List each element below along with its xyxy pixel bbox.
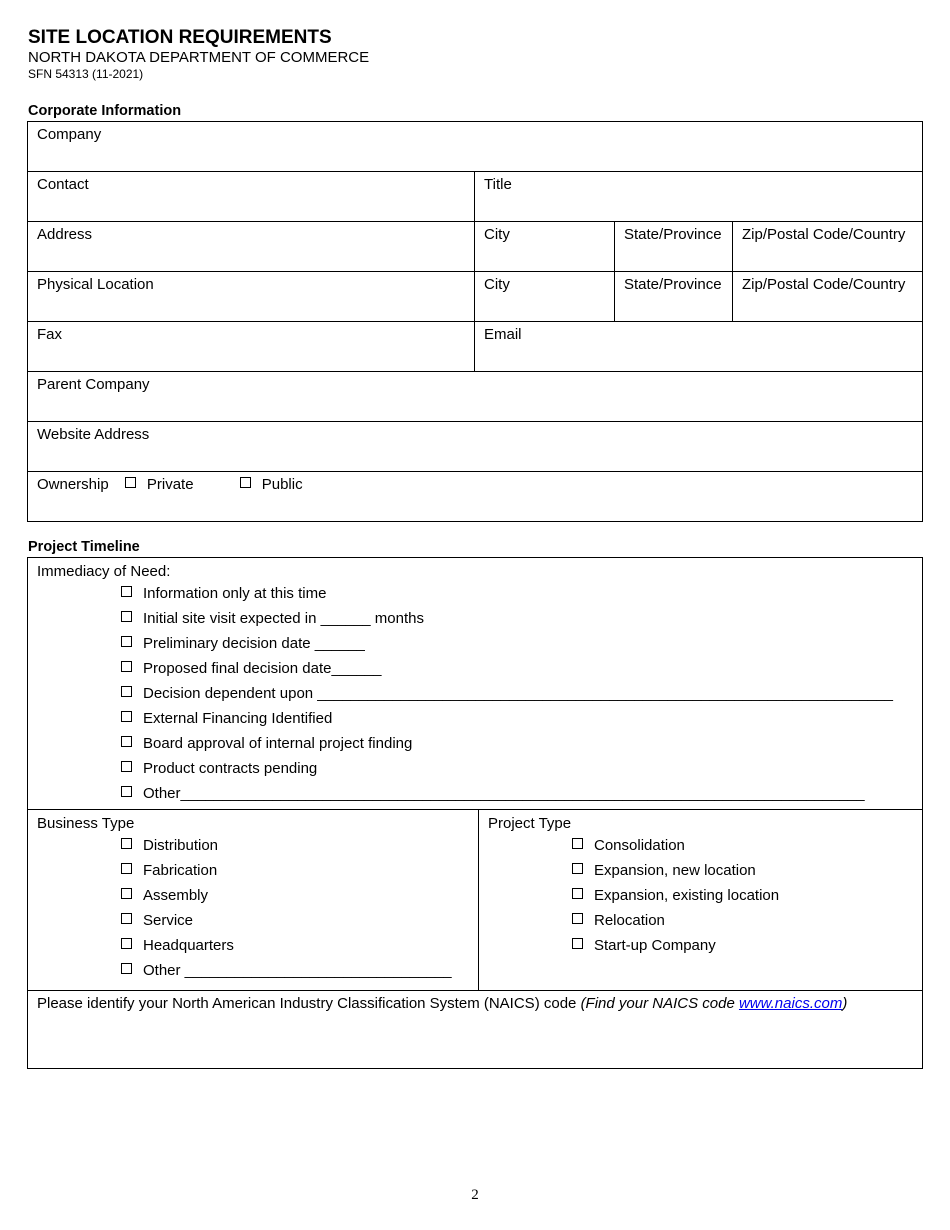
department-name: NORTH DAKOTA DEPARTMENT OF COMMERCE	[28, 49, 370, 66]
checkbox-icon[interactable]	[121, 888, 132, 899]
immediacy-option[interactable]	[37, 606, 913, 631]
checkbox-icon[interactable]	[121, 938, 132, 949]
checkbox-icon[interactable]	[572, 913, 583, 924]
project-type-option[interactable]	[488, 933, 913, 958]
ownership-public-label: Public	[261, 476, 303, 493]
business-type-option[interactable]	[37, 833, 469, 858]
immediacy-option[interactable]	[37, 681, 913, 706]
checkbox-icon[interactable]	[572, 888, 583, 899]
physical-location-label: Physical Location	[37, 276, 154, 293]
checkbox-icon[interactable]	[125, 477, 136, 488]
timeline-section-title: Project Timeline	[28, 539, 140, 555]
zip-country-label: Zip/Postal Code/Country	[742, 276, 906, 293]
company-label: Company	[37, 126, 102, 143]
checkbox-icon[interactable]	[572, 938, 583, 949]
immediacy-label: Immediacy of Need:	[37, 563, 171, 580]
immediacy-option-label: Information only at this time	[143, 585, 327, 602]
parent-company-label: Parent Company	[37, 376, 150, 393]
immediacy-option[interactable]	[37, 731, 913, 756]
physical-location-field[interactable]	[28, 272, 475, 322]
immediacy-option-label: Decision dependent upon _____________________________________________________________________	[143, 685, 893, 702]
checkbox-icon[interactable]	[121, 711, 132, 722]
project-type-option[interactable]	[488, 833, 913, 858]
immediacy-option-label: Proposed final decision date______	[143, 660, 382, 677]
checkbox-icon[interactable]	[572, 838, 583, 849]
immediacy-option-label: External Financing Identified	[143, 710, 333, 727]
business-type-option[interactable]	[37, 933, 469, 958]
project-type-option-label: Start-up Company	[594, 937, 716, 954]
title-field[interactable]	[475, 172, 923, 222]
project-type-option-label: Expansion, new location	[594, 862, 756, 879]
contact-field[interactable]	[28, 172, 475, 222]
business-type-option[interactable]	[37, 958, 469, 983]
email-label: Email	[484, 326, 522, 343]
address-state-field[interactable]	[615, 222, 733, 272]
ownership-public-option[interactable]	[240, 476, 303, 493]
form-title: SITE LOCATION REQUIREMENTS	[28, 27, 332, 48]
business-type-option-label: Headquarters	[143, 937, 234, 954]
address-field[interactable]	[28, 222, 475, 272]
immediacy-option[interactable]	[37, 706, 913, 731]
naics-hint	[581, 995, 848, 1012]
business-type-option-label: Service	[143, 912, 194, 929]
parent-company-field[interactable]	[28, 372, 923, 422]
address-label: Address	[37, 226, 93, 243]
checkbox-icon[interactable]	[240, 477, 251, 488]
naics-field[interactable]	[28, 991, 923, 1069]
immediacy-option[interactable]	[37, 631, 913, 656]
business-type-option[interactable]	[37, 858, 469, 883]
checkbox-icon[interactable]	[121, 661, 132, 672]
immediacy-option[interactable]	[37, 581, 913, 606]
checkbox-icon[interactable]	[121, 863, 132, 874]
naics-hint-suffix: )	[842, 995, 848, 1012]
immediacy-option-label: Product contracts pending	[143, 760, 318, 777]
ownership-private-label: Private	[146, 476, 194, 493]
business-type-option-label: Distribution	[143, 837, 219, 854]
business-type-option-label: Other ________________________________	[143, 962, 452, 979]
fax-label: Fax	[37, 326, 63, 343]
project-type-option-label: Consolidation	[594, 837, 685, 854]
state-province-label: State/Province	[624, 276, 722, 293]
checkbox-icon[interactable]	[121, 963, 132, 974]
business-type-cell	[28, 810, 479, 991]
corporate-info-table	[27, 121, 923, 522]
checkbox-icon[interactable]	[121, 838, 132, 849]
naics-link[interactable]: www.naics.com	[738, 995, 843, 1012]
business-type-option[interactable]	[37, 883, 469, 908]
website-field[interactable]	[28, 422, 923, 472]
physical-zip-field[interactable]	[733, 272, 923, 322]
checkbox-icon[interactable]	[572, 863, 583, 874]
ownership-row	[28, 472, 923, 522]
business-type-option-label: Fabrication	[143, 862, 218, 879]
project-type-option-label: Expansion, existing location	[594, 887, 780, 904]
website-label: Website Address	[37, 426, 150, 443]
form-number: SFN 54313 (11-2021)	[28, 67, 144, 81]
project-type-option[interactable]	[488, 908, 913, 933]
company-field[interactable]	[28, 122, 923, 172]
physical-state-field[interactable]	[615, 272, 733, 322]
city-label: City	[484, 276, 510, 293]
naics-label: Please identify your North American Industry Classification System (NAICS) code	[37, 995, 577, 1012]
project-type-label: Project Type	[488, 815, 572, 832]
fax-field[interactable]	[28, 322, 475, 372]
immediacy-option-label: Board approval of internal project finding	[143, 735, 413, 752]
project-timeline-table	[27, 557, 923, 1069]
immediacy-option[interactable]	[37, 756, 913, 781]
checkbox-icon[interactable]	[121, 686, 132, 697]
naics-hint-prefix: (Find your NAICS code	[580, 995, 739, 1012]
project-type-option-label: Relocation	[594, 912, 665, 929]
email-field[interactable]	[475, 322, 923, 372]
immediacy-cell	[28, 558, 923, 810]
corporate-section-title: Corporate Information	[28, 103, 182, 119]
zip-country-label: Zip/Postal Code/Country	[742, 226, 906, 243]
title-label: Title	[484, 176, 512, 193]
checkbox-icon[interactable]	[121, 636, 132, 647]
business-type-option[interactable]	[37, 908, 469, 933]
city-label: City	[484, 226, 510, 243]
contact-label: Contact	[37, 176, 89, 193]
immediacy-option[interactable]	[37, 656, 913, 681]
immediacy-option-label: Preliminary decision date ______	[143, 635, 365, 652]
immediacy-option-label: Other__________________________________________________________________________________	[143, 785, 865, 802]
address-zip-field[interactable]	[733, 222, 923, 272]
project-type-option[interactable]	[488, 858, 913, 883]
business-type-label: Business Type	[37, 815, 135, 832]
project-type-cell	[479, 810, 923, 991]
checkbox-icon[interactable]	[121, 586, 132, 597]
state-province-label: State/Province	[624, 226, 722, 243]
page-number: 2	[471, 1187, 479, 1203]
physical-city-field[interactable]	[475, 272, 615, 322]
checkbox-icon[interactable]	[121, 611, 132, 622]
address-city-field[interactable]	[475, 222, 615, 272]
immediacy-option[interactable]	[37, 781, 913, 806]
checkbox-icon[interactable]	[121, 786, 132, 797]
project-type-option[interactable]	[488, 883, 913, 908]
checkbox-icon[interactable]	[121, 913, 132, 924]
checkbox-icon[interactable]	[121, 761, 132, 772]
checkbox-icon[interactable]	[121, 736, 132, 747]
ownership-private-option[interactable]	[125, 476, 194, 493]
business-type-option-label: Assembly	[143, 887, 209, 904]
immediacy-option-label: Initial site visit expected in ______ months	[143, 610, 424, 627]
ownership-label: Ownership	[37, 476, 109, 493]
